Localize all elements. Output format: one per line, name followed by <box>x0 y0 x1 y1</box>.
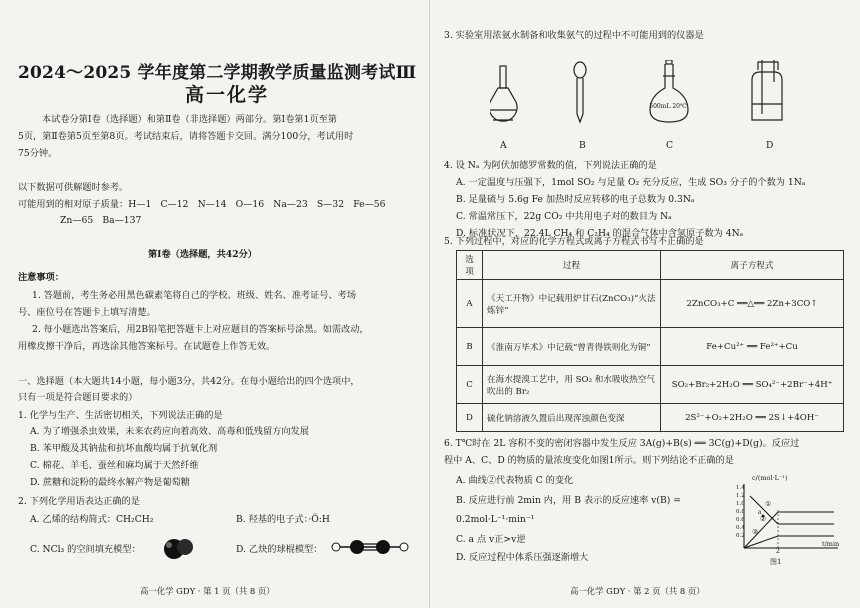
q2-option-c: C. NCl₃ 的空间填充模型： <box>30 544 141 555</box>
q4-option-a: A. 一定温度与压强下，1mol SO₂ 与足量 O₂ 充分反应，生成 SO₃ 分子的个数为 1Nₐ <box>456 177 806 188</box>
row-process: 《天工开物》中记载用炉甘石(ZnCO₃)“火法炼锌” <box>483 280 661 328</box>
page-footer-1: 高一化学 GDY · 第 1 页（共 8 页） <box>140 586 275 596</box>
section-header-line-2: 只有一项是符合题目要求的） <box>18 392 138 403</box>
ytick-label: 1.4 <box>736 485 745 491</box>
page-footer-2: 高一化学 GDY · 第 2 页（共 8 页） <box>570 586 705 596</box>
q2-stem: 2. 下列化学用语表达正确的是 <box>18 496 140 507</box>
atomic-masses-line-2: Zn—65 Ba—137 <box>60 215 142 226</box>
graph-ylabel: c/(mol·L⁻¹) <box>752 474 788 482</box>
curve-label-1: ① <box>765 500 772 508</box>
apparatus-label-d: D <box>766 140 774 151</box>
graph-xtick: 2 <box>776 548 780 555</box>
row-equation: 2ZnCO₃+C ══△══ 2Zn+3CO↑ <box>661 280 844 328</box>
section-header-line-1: 一、选择题（本大题共14小题，每小题3分，共42分。在每小题给出的四个选项中， <box>18 376 360 387</box>
ytick-label: 1.2 <box>736 493 745 499</box>
apparatus-label-c: C <box>666 140 674 151</box>
curve-label-3: ③ <box>752 528 759 536</box>
q1-stem: 1. 化学与生产、生活密切相关，下列说法正确的是 <box>18 410 223 421</box>
q2-option-d: D. 乙炔的球棍模型： <box>236 544 323 555</box>
table-header-option: 选项 <box>457 251 483 280</box>
ytick-label: 0.2 <box>736 533 745 539</box>
acetylene-ball-stick-model <box>330 537 410 557</box>
curve-label-2: ② <box>760 515 767 523</box>
row-equation: 2S²⁻+O₂+2H₂O ══ 2S↓+4OH⁻ <box>661 404 844 432</box>
table-row <box>457 404 844 432</box>
q6-option-b-line-1: B. 反应进行前 2min 内，用 B 表示的反应速率 v(B) = <box>456 495 681 506</box>
apparatus-d-gas-bottle <box>752 60 782 120</box>
q5-stem: 5. 下列过程中，对应的化学方程式或离子方程式书写不正确的是 <box>444 236 704 247</box>
atomic-masses-line-1: 可能用到的相对原子质量：H—1 C—12 N—14 O—16 Na—23 S—32 Fe—56 <box>18 199 386 210</box>
q1-option-b: B. 苯甲酸及其钠盐和抗坏血酸均属于抗氧化剂 <box>30 443 218 454</box>
figure1-caption: 图1 <box>770 558 782 566</box>
notice-line-2: 号、座位号在答题卡上填写清楚。 <box>18 307 156 318</box>
apparatus-label-a: A <box>500 140 507 151</box>
ytick-label: 0.4 <box>736 525 745 531</box>
row-equation: SO₂+Br₂+2H₂O ══ SO₄²⁻+2Br⁻+4H⁺ <box>661 366 844 404</box>
notice-line-1: 1. 答题前，考生务必用黑色碳素笔将自己的学校、班级、姓名、准考证号、考场 <box>32 290 357 301</box>
flask-volume-label: 500mL 20℃ <box>649 103 687 110</box>
row-process: 硫化钠溶液久置后出现浑浊颜色变深 <box>483 404 661 432</box>
exam-subject: 高一化学 <box>185 84 270 106</box>
row-process: 《淮南万毕术》中记载“曾青得铁则化为铜” <box>483 328 661 366</box>
q1-option-d: D. 蔗糖和淀粉的最终水解产物是葡萄糖 <box>30 477 190 488</box>
q6-option-c: C. a 点 v正>v逆 <box>456 534 526 545</box>
q2-option-b: B. 羟基的电子式：·Ö:H <box>236 514 330 525</box>
apparatus-b-dropper <box>574 62 586 122</box>
apparatus-a-flask <box>490 66 517 121</box>
notice-title: 注意事项： <box>18 272 64 283</box>
ncl3-space-filling-model <box>160 536 196 560</box>
q6-stem-line-2: 程中 A、C、D 的物质的量浓度变化如图1所示。则下列结论不正确的是 <box>444 455 734 466</box>
intro-line-3: 75分钟。 <box>18 148 58 159</box>
table-header-process: 过程 <box>483 251 661 280</box>
q1-option-c: C. 棉花、羊毛、蚕丝和麻均属于天然纤维 <box>30 460 199 471</box>
q3-apparatus-figure <box>490 60 790 138</box>
intro-line-1: 本试卷分第Ⅰ卷（选择题）和第Ⅱ卷（非选择题）两部分。第Ⅰ卷第1页至第 <box>42 114 337 125</box>
table-header-equation: 离子方程式 <box>661 251 844 280</box>
row-option: A <box>457 280 483 328</box>
part1-title: 第Ⅰ卷（选择题，共42分） <box>148 249 257 260</box>
q4-option-c: C. 常温常压下，22g CO₂ 中共用电子对的数目为 Nₐ <box>456 211 672 222</box>
q6-option-b-line-2: 0.2mol·L⁻¹·min⁻¹ <box>456 514 535 525</box>
q5-equation-table <box>456 250 844 432</box>
row-option: C <box>457 366 483 404</box>
row-process: 在海水提溴工艺中，用 SO₂ 和水吸收热空气吹出的 Br₂ <box>483 366 661 404</box>
q6-stem-line-1: 6. T℃时在 2L 容积不变的密闭容器中发生反应 3A(g)+B(s) ══ 3C(g)+D(g)。反应过 <box>444 438 800 449</box>
row-equation: Fe+Cu²⁺ ══ Fe²⁺+Cu <box>661 328 844 366</box>
graph-xlabel: t/min <box>822 540 840 548</box>
q4-stem: 4. 设 Nₐ 为阿伏加德罗常数的值，下列说法正确的是 <box>444 160 657 171</box>
apparatus-label-b: B <box>579 140 586 151</box>
q3-stem: 3. 实验室用浓氨水制备和收集氨气的过程中不可能用到的仪器是 <box>444 30 704 41</box>
q6-option-d: D. 反应过程中体系压强逐渐增大 <box>456 552 589 563</box>
exam-title: 2024～2025 学年度第二学期教学质量监测考试Ⅲ <box>18 63 417 83</box>
graph-point-a: a <box>758 509 762 516</box>
q6-option-a: A. 曲线②代表物质 C 的变化 <box>456 475 574 486</box>
graph-yticks <box>736 484 745 540</box>
notice-line-4: 用橡皮擦干净后，再选涂其他答案标号。在试题卷上作答无效。 <box>18 341 276 352</box>
table-row <box>457 366 844 404</box>
hydroxyl-electron-formula: ·Ö:H <box>308 514 330 525</box>
ytick-label: 1.0 <box>736 501 745 507</box>
q4-option-b: B. 足量硫与 5.6g Fe 加热时反应转移的电子总数为 0.3Nₐ <box>456 194 695 205</box>
notice-line-3: 2. 每小题选出答案后，用2B铅笔把答题卡上对应题目的答案标号涂黑。如需改动， <box>32 324 369 335</box>
q2-option-a: A. 乙烯的结构简式：CH₂CH₂ <box>30 514 154 525</box>
ytick-label: 0.6 <box>736 517 745 523</box>
row-option: B <box>457 328 483 366</box>
apparatus-c-volumetric-flask <box>650 60 688 122</box>
table-row <box>457 328 844 366</box>
table-row <box>457 280 844 328</box>
q4-option-d: D. 标准状况下，22.4L CH₄ 和 C₂H₄ 的混合气体中含氢原子数为 4Nₐ <box>456 228 744 239</box>
q1-option-a: A. 为了增强杀虫效果，未来农药应向着高效、高毒和低残留方向发展 <box>30 426 309 437</box>
table-header-row <box>457 251 844 280</box>
ref-data-title: 以下数据可供解题时参考。 <box>18 182 129 193</box>
ytick-label: 0.8 <box>736 509 745 515</box>
intro-line-2: 5页，第Ⅱ卷第5页至第8页。考试结束后，请将答题卡交回。满分100分，考试用时 <box>18 131 354 142</box>
row-option: D <box>457 404 483 432</box>
